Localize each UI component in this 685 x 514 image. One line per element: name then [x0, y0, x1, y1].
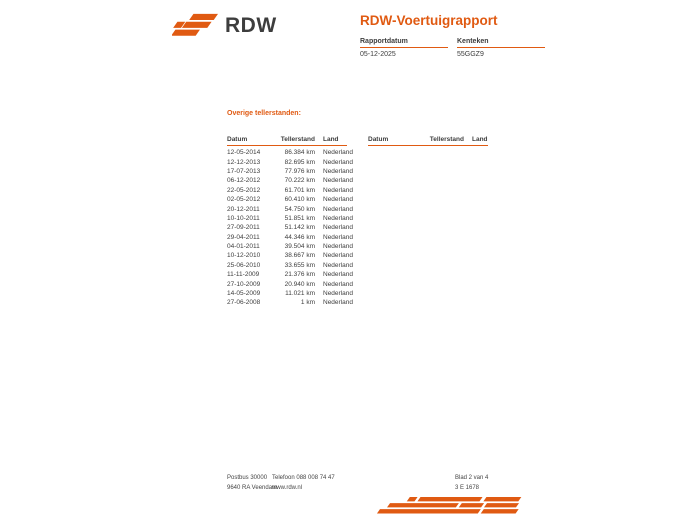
meter-date: 12-12-2013: [227, 158, 261, 166]
meter-row: [227, 223, 353, 232]
rdw-logo: [172, 12, 277, 39]
meter-date: 12-05-2014: [227, 149, 261, 157]
meter-date: 14-05-2009: [227, 290, 261, 298]
footer-contact: [272, 473, 335, 493]
meter-row: [227, 279, 353, 288]
meter-row: [227, 251, 353, 260]
meter-reading: 82.695 km: [284, 158, 315, 166]
meter-country: Nederland: [323, 299, 353, 307]
odometer-tables: [227, 136, 488, 308]
meter-country: Nederland: [323, 233, 353, 241]
meter-row: [227, 186, 353, 195]
meter-reading: 60.410 km: [284, 196, 315, 204]
header-datum: Datum: [227, 136, 248, 143]
meter-reading: 61.701 km: [284, 186, 315, 194]
footer-postbus: Postbus 30000: [227, 475, 268, 481]
meter-date: 04-01-2011: [227, 243, 260, 251]
footer-website: www.rdw.nl: [272, 485, 303, 491]
meter-row: [227, 167, 353, 176]
header-land: Land: [323, 136, 339, 143]
meter-country: Nederland: [323, 280, 353, 288]
meter-date: 17-07-2013: [227, 167, 261, 175]
meter-country: Nederland: [323, 167, 353, 175]
report-meta: [360, 38, 545, 58]
meter-row: [227, 176, 353, 185]
meter-reading: 51.142 km: [284, 224, 315, 232]
meter-country: Nederland: [323, 224, 353, 232]
meter-reading: 51.851 km: [284, 214, 315, 222]
meter-country: Nederland: [323, 177, 353, 185]
meter-date: 22-05-2012: [227, 186, 261, 194]
license-plate-value: 55GGZ9: [457, 51, 484, 58]
rdw-flag-icon: [172, 12, 218, 39]
header-datum: Datum: [368, 136, 389, 143]
meter-country: Nederland: [323, 205, 353, 213]
footer-doc-code: 3 E 1678: [455, 485, 480, 491]
meter-row: [227, 298, 353, 307]
meter-reading: 86.384 km: [284, 149, 315, 157]
meter-date: 10-12-2010: [227, 252, 261, 260]
meter-date: 25-06-2010: [227, 261, 261, 269]
rdw-flag-decoration: [372, 497, 532, 514]
report-date-label: Rapportdatum: [360, 38, 448, 48]
meter-reading: 54.750 km: [284, 205, 315, 213]
meter-reading: 33.655 km: [284, 261, 315, 269]
header-tellerstand: Tellerstand: [429, 136, 464, 143]
meter-row: [227, 270, 353, 279]
meter-date: 02-05-2012: [227, 196, 261, 204]
meter-row: [227, 289, 353, 298]
section-title: Overige tellerstanden:: [227, 110, 301, 117]
meter-country: Nederland: [323, 158, 353, 166]
meter-reading: 70.222 km: [284, 177, 315, 185]
license-plate-field: [457, 38, 545, 58]
meter-country: Nederland: [323, 196, 353, 204]
footer-page-number: Blad 2 van 4: [455, 475, 489, 481]
meter-country: Nederland: [323, 290, 353, 298]
meter-row: [227, 233, 353, 242]
meter-country: Nederland: [323, 149, 353, 157]
odometer-table-left: [227, 136, 353, 308]
meter-reading: 44.346 km: [284, 233, 315, 241]
meter-reading: 21.376 km: [284, 271, 315, 279]
meter-row: [227, 214, 353, 223]
meter-row: [227, 261, 353, 270]
license-plate-label: Kenteken: [457, 38, 545, 48]
meter-table-body: [227, 148, 353, 308]
meter-date: 27-06-2008: [227, 299, 261, 307]
meter-country: Nederland: [323, 261, 353, 269]
footer-city: 9640 RA Veendam: [227, 485, 278, 491]
meter-date: 06-12-2012: [227, 177, 261, 185]
rdw-logo-text: RDW: [225, 13, 277, 37]
report-title: RDW-Voertuigrapport: [360, 13, 498, 28]
odometer-table-right: [368, 136, 488, 308]
meter-country: Nederland: [323, 271, 353, 279]
report-date-value: 05-12-2025: [360, 51, 396, 58]
header-tellerstand: Tellerstand: [280, 136, 315, 143]
footer-address: [227, 473, 277, 493]
meter-reading: 77.976 km: [284, 167, 315, 175]
meter-date: 27-09-2011: [227, 224, 260, 232]
meter-date: 27-10-2009: [227, 280, 261, 288]
meter-reading: 38.667 km: [284, 252, 315, 260]
meter-date: 29-04-2011: [227, 233, 260, 241]
table-header-row: [368, 136, 488, 146]
meter-row: [227, 204, 353, 213]
meter-country: Nederland: [323, 186, 353, 194]
meter-reading: 11.021 km: [285, 290, 315, 298]
footer-phone: Telefoon 088 008 74 47: [272, 475, 335, 481]
meter-row: [227, 195, 353, 204]
meter-row: [227, 157, 353, 166]
footer-page-info: [455, 473, 488, 493]
header-land: Land: [472, 136, 488, 143]
meter-country: Nederland: [323, 214, 353, 222]
meter-reading: 39.504 km: [284, 243, 315, 251]
meter-country: Nederland: [323, 243, 353, 251]
meter-reading: 20.940 km: [284, 280, 315, 288]
meter-country: Nederland: [323, 252, 353, 260]
meter-date: 11-11-2009: [227, 271, 260, 279]
report-date-field: [360, 38, 448, 58]
meter-date: 20-12-2011: [227, 205, 260, 213]
meter-reading: 1 km: [300, 299, 315, 307]
table-header-row: [227, 136, 347, 146]
meter-date: 10-10-2011: [227, 214, 260, 222]
meter-row: [227, 148, 353, 157]
meter-row: [227, 242, 353, 251]
